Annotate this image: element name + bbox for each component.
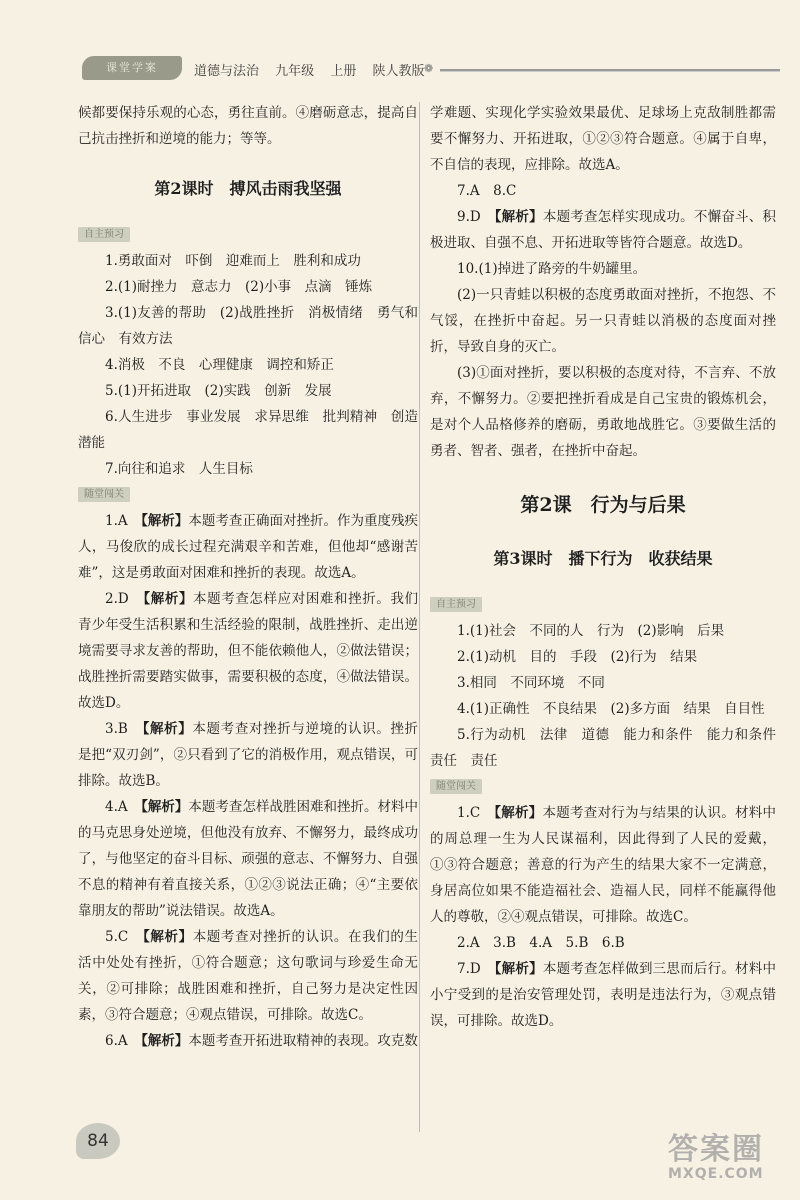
lesson-title: 第3课时 播下行为 收获结果	[493, 549, 713, 568]
analysis-label: 【解析】	[142, 721, 193, 737]
analysis-label: 【解析】	[141, 1033, 189, 1049]
answer-text: 本题考查怎样战胜困难和挫折。材料中的马克思身处逆境，但他没有放弃、不懈努力，最终成功了，与他坚定的奋斗目标、顽强的意志、不懈努力、自强不息的精神有着直接关系，①②③说法正确；④“主要依靠朋友的帮助”说法错误。故选A。	[78, 799, 419, 919]
header-tab: 课堂学案	[82, 56, 182, 80]
preview-item: 7.向往和追求 人生目标	[105, 461, 253, 477]
section-tag-practice: 随堂闯关	[430, 779, 482, 794]
answer-item	[78, 924, 418, 1028]
answer-text: 本题考查对行为与结果的认识。材料中的周总理一生为人民谋福利，因此得到了人民的爱戴，①③符合题意；善意的行为产生的结果大家不一定满意，身居高位如果不能造福社会、造福人民，同样不能赢得他人的尊敬，②④观点错误，可排除。故选C。	[430, 805, 777, 925]
preview-item: 6.人生进步 事业发展 求异思维 批判精神 创造潜能	[78, 409, 418, 451]
answer-item	[78, 794, 418, 924]
analysis-label: 【解析】	[141, 513, 189, 529]
preview-item: 2.(1)耐挫力 意志力 (2)小事 点滴 锤炼	[105, 279, 373, 295]
answer-item: (3)①面对挫折，要以积极的态度对待，不言弃、不放弃，不懈努力。②要把挫折看成是自己宝贵的锻炼机会，是对个人品格修养的磨砺，勇敢地战胜它。③要做生活的勇者、智者、强者，在挫折中奋起。	[430, 365, 776, 459]
answer-item	[78, 508, 418, 586]
preview-item: 3.相同 不同环境 不同	[457, 675, 605, 691]
answer-item	[78, 1028, 418, 1054]
watermark-logo	[668, 1124, 792, 1194]
answer-text: 本题考查开拓进取精神的表现。攻克数	[188, 1033, 418, 1049]
answer-choice: 7.D	[457, 961, 495, 977]
section-tag-practice: 随堂闯关	[78, 487, 130, 502]
header-edition: 陕人教版	[372, 64, 425, 79]
lesson-title: 第2课时 搏风击雨我坚强	[154, 179, 342, 198]
answer-choice: 1.C	[457, 805, 495, 821]
answer-item	[78, 586, 418, 716]
analysis-label: 【解析】	[494, 805, 543, 821]
header-title	[194, 60, 436, 79]
right-column	[430, 100, 790, 1034]
preview-item: 3.(1)友善的帮助 (2)战胜挫折 消极情绪 勇气和信心 有效方法	[78, 305, 418, 347]
answer-item	[430, 930, 776, 956]
answer-item: 10.(1)掉进了路旁的牛奶罐里。	[457, 261, 647, 277]
header-volume: 上册	[330, 64, 357, 79]
intro-text: 候都要保持乐观的心态，勇往直前。④磨砺意志，提高自己抗击挫折和逆境的能力；等等。	[78, 105, 418, 147]
answer-choice: 4.A	[105, 799, 142, 815]
column-divider	[419, 102, 420, 1132]
answer-item: 7.A 8.C	[457, 183, 517, 199]
answer-item	[78, 716, 418, 794]
answer-item	[430, 800, 776, 930]
preview-item: 4.(1)正确性 不良结果 (2)多方面 结果 自目性	[457, 701, 765, 717]
analysis-label: 【解析】	[494, 209, 543, 225]
preview-item: 4.消极 不良 心理健康 调控和矫正	[105, 357, 334, 373]
answer-choice: 3.B	[105, 721, 143, 737]
header-subject: 道德与法治	[194, 64, 260, 79]
preview-item: 5.(1)开拓进取 (2)实践 创新 发展	[105, 383, 332, 399]
flower-icon: ❁	[424, 62, 434, 75]
preview-item: 2.(1)动机 目的 手段 (2)行为 结果	[457, 649, 698, 665]
answer-text: 本题考查怎样应对困难和挫折。我们青少年受生活积累和生活经验的限制，战胜挫折、走出逆境需要寻求友善的帮助，但不能依赖他人，②做法错误；战胜挫折需要踏实做事，需要积极的态度，④做法错误。故选D。	[78, 591, 418, 711]
analysis-label: 【解析】	[494, 961, 543, 977]
analysis-label: 【解析】	[142, 929, 193, 945]
page-header	[70, 52, 780, 86]
answer-choice: 1.A	[105, 513, 142, 529]
answer-text: 本题考查正确面对挫折。作为重度残疾人，马俊欣的成长过程充满艰辛和苦难，但他却“感谢苦难”，这是勇敢面对困难和挫折的表现。故选A。	[78, 513, 419, 581]
answer-choice: 5.C	[105, 929, 143, 945]
continued-text: 学难题、实现化学实验效果最优、足球场上克敌制胜都需要不懈努力、开拓进取，①②③符合题意。④属于自卑，不自信的表现，应排除。故选A。	[430, 105, 776, 173]
page-number: 84	[76, 1123, 120, 1159]
answer-text: 本题考查对挫折与逆境的认识。挫折是把“双刃剑”，②只看到了它的消极作用，观点错误，可排除。故选B。	[78, 721, 419, 789]
preview-item: 1.勇敢面对 吓倒 迎难而上 胜利和成功	[105, 253, 361, 269]
answer-text: 本题考查怎样做到三思而后行。材料中小宁受到的是治安管理处罚，表明是违法行为，③观点错误，可排除。故选D。	[430, 961, 777, 1029]
answer-choice: 2.D	[105, 591, 144, 607]
header-grade: 九年级	[275, 64, 315, 79]
section-tag-preview: 自主预习	[430, 597, 482, 612]
answer-item	[430, 204, 776, 256]
answer-choice: 6.A	[105, 1033, 142, 1049]
header-rule	[440, 69, 780, 72]
preview-item: 1.(1)社会 不同的人 行为 (2)影响 后果	[457, 623, 725, 639]
analysis-label: 【解析】	[143, 591, 194, 607]
answer-text: 2.A 3.B 4.A 5.B 6.B	[457, 935, 625, 951]
answer-choice: 9.D	[457, 209, 495, 225]
analysis-label: 【解析】	[141, 799, 189, 815]
answer-item: (2)一只青蛙以积极的态度勇敢面对挫折，不抱怨、不气馁，在挫折中奋起。另一只青蛙以消极的态度面对挫折，导致自身的灭亡。	[430, 287, 776, 355]
preview-item: 5.行为动机 法律 道德 能力和条件 能力和条件 责任 责任	[430, 727, 790, 769]
watermark-domain: MXQE.COM	[668, 1166, 764, 1182]
answer-item	[430, 956, 776, 1034]
section-tag-preview: 自主预习	[78, 227, 130, 242]
watermark-text: 答案圈	[668, 1132, 764, 1167]
answer-text: 本题考查怎样实现成功。不懈奋斗、积极进取、自强不息、开拓进取等皆符合题意。故选D。	[430, 209, 777, 251]
unit-title: 第2课 行为与后果	[520, 494, 686, 516]
answer-text: 本题考查对挫折的认识。在我们的生活中处处有挫折，①符合题意；这句歌词与珍爱生命无关，②可排除；战胜困难和挫折，自己努力是决定性因素，③符合题意；④观点错误，可排除。故选C。	[78, 929, 418, 1023]
left-column	[78, 100, 418, 1054]
